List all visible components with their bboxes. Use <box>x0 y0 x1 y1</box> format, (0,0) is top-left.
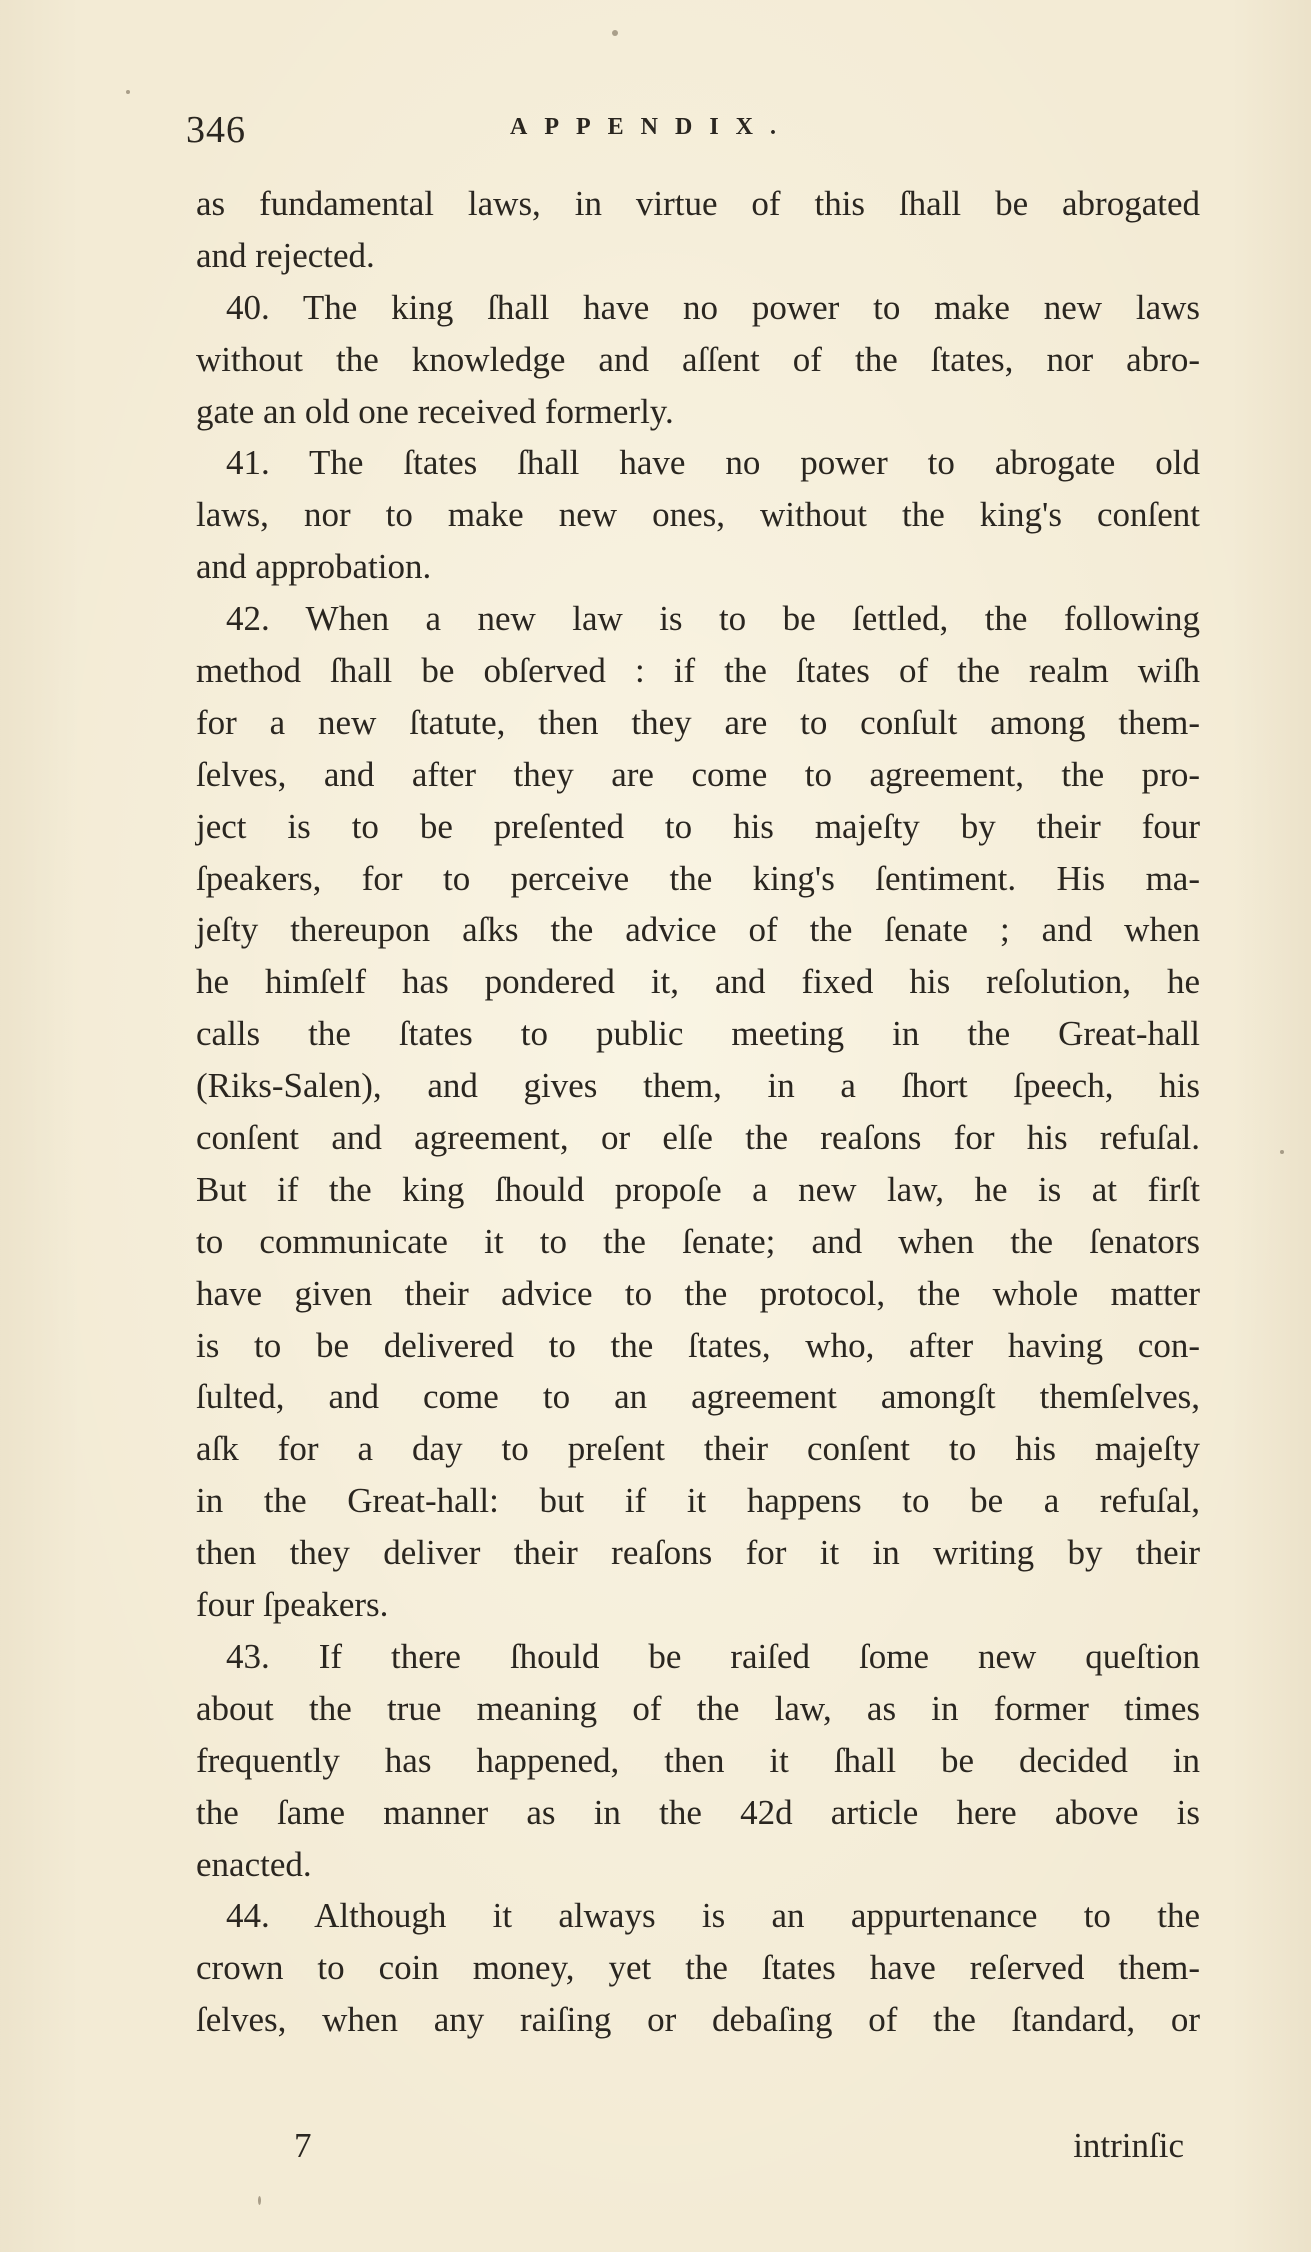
text-line: 43. If there ſhould be raiſed ſome new queſtion <box>226 1636 1200 1676</box>
text-line: laws, nor to make new ones, without the king's conſent <box>196 495 1200 535</box>
paper-speck <box>1280 1150 1284 1154</box>
text-line: to communicate it to the ſenate; and when the ſenators <box>196 1221 1200 1261</box>
text-line: and approbation. <box>196 547 432 587</box>
text-line: he himſelf has pondered it, and fixed his reſolution, he <box>196 962 1200 1002</box>
text-line: conſent and agreement, or elſe the reaſons for his refuſal. <box>196 1118 1200 1158</box>
text-line: ject is to be preſented to his majeſty by their four <box>196 806 1200 846</box>
text-line: ſelves, and after they are come to agreement, the pro- <box>196 754 1200 794</box>
text-line: 42. When a new law is to be ſettled, the following <box>226 599 1200 639</box>
paper-speck <box>126 90 130 94</box>
page-number: 346 <box>186 109 246 151</box>
text-line: 44. Although it always is an appurtenance to the <box>226 1896 1200 1936</box>
text-line: aſk for a day to preſent their conſent to his majeſty <box>196 1429 1200 1469</box>
text-line: for a new ſtatute, then they are to conſult among them- <box>196 702 1200 742</box>
text-line: about the true meaning of the law, as in former times <box>196 1688 1200 1728</box>
footer-row <box>196 2120 1200 2172</box>
text-line: 40. The king ſhall have no power to make new laws <box>226 287 1200 327</box>
text-line: jeſty thereupon aſks the advice of the ſenate ; and when <box>196 910 1200 950</box>
catchword: intrinſic <box>1073 2126 1184 2165</box>
text-line: ſelves, when any raiſing or debaſing of the ſtandard, or <box>196 2000 1200 2040</box>
paper-speck <box>258 2196 261 2205</box>
text-line: enacted. <box>196 1844 312 1884</box>
text-line: the ſame manner as in the 42d article here above is <box>196 1792 1200 1832</box>
text-line: ſulted, and come to an agreement amongſt themſelves, <box>196 1377 1200 1417</box>
text-line: calls the ſtates to public meeting in the Great-hall <box>196 1014 1200 1054</box>
text-line: frequently has happened, then it ſhall be decided in <box>196 1740 1200 1780</box>
body-text <box>196 178 1200 2046</box>
text-line: without the knowledge and aſſent of the ſtates, nor abro- <box>196 339 1200 379</box>
text-line: in the Great-hall: but if it happens to be a refuſal, <box>196 1481 1200 1521</box>
running-title: APPENDIX. <box>510 114 793 140</box>
text-line: ſpeakers, for to perceive the king's ſentiment. His ma- <box>196 858 1200 898</box>
text-line: But if the king ſhould propoſe a new law, he is at firſt <box>196 1169 1200 1209</box>
signature-mark: 7 <box>294 2126 312 2165</box>
text-line: gate an old one received formerly. <box>196 391 674 431</box>
text-line: have given their advice to the protocol, the whole matter <box>196 1273 1200 1313</box>
text-line: four ſpeakers. <box>196 1585 389 1625</box>
text-line: crown to coin money, yet the ſtates have reſerved them- <box>196 1948 1200 1988</box>
text-line: and rejected. <box>196 235 375 275</box>
text-line: 41. The ſtates ſhall have no power to abrogate old <box>226 443 1200 483</box>
text-line: method ſhall be obſerved : if the ſtates of the realm wiſh <box>196 651 1200 691</box>
text-line: (Riks-Salen), and gives them, in a ſhort ſpeech, his <box>196 1066 1200 1106</box>
text-line: is to be delivered to the ſtates, who, after having con- <box>196 1325 1200 1365</box>
text-line: then they deliver their reaſons for it in writing by their <box>196 1533 1200 1573</box>
text-line: as fundamental laws, in virtue of this ſhall be abrogated <box>196 184 1200 223</box>
paper-speck <box>612 30 618 36</box>
running-head <box>186 108 1186 158</box>
